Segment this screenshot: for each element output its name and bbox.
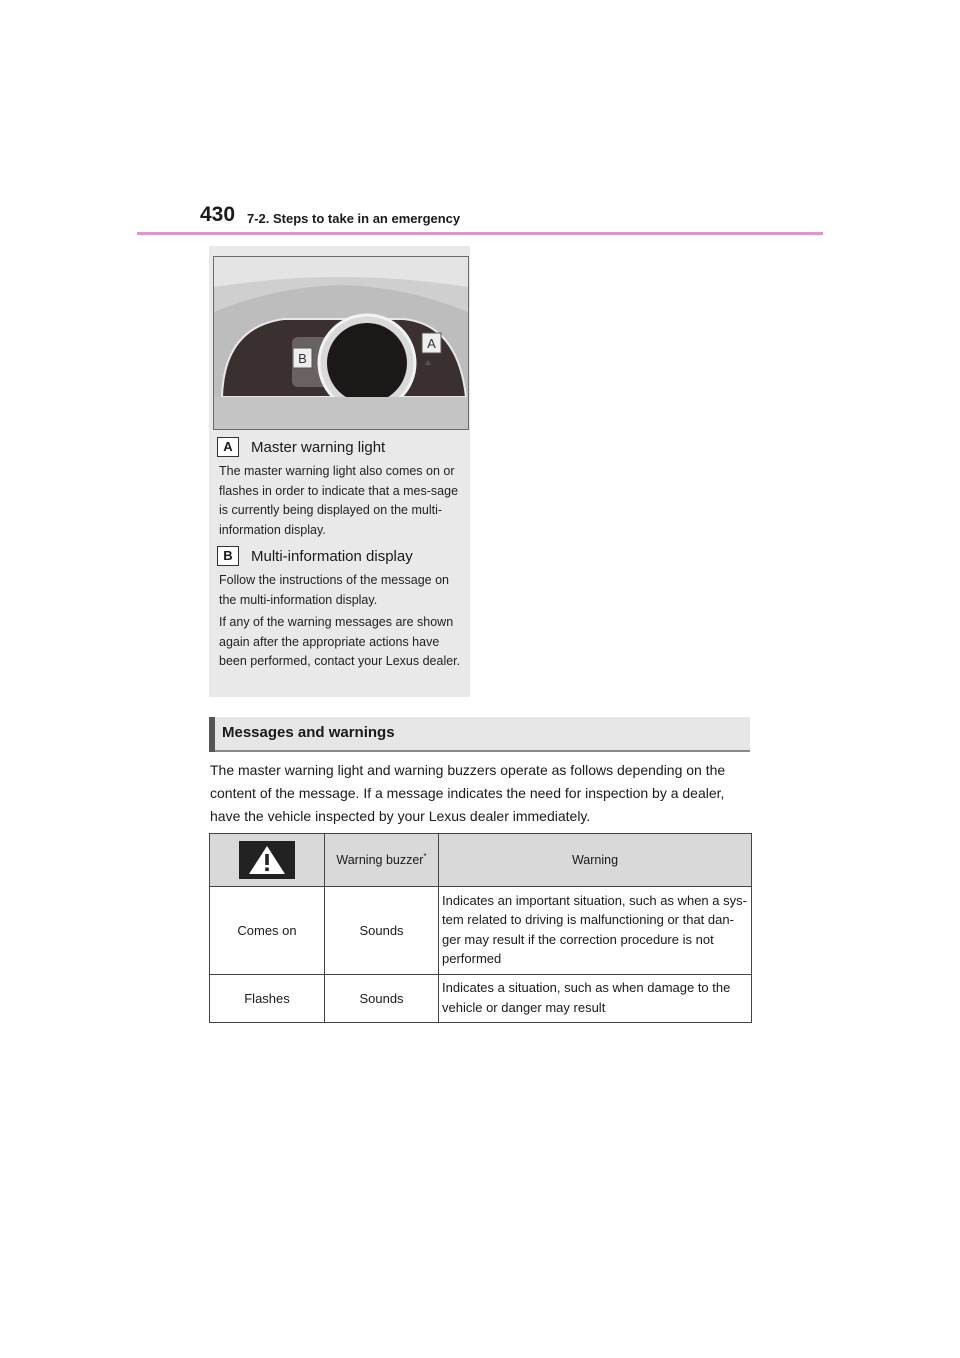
messages-heading-text: Messages and warnings <box>222 724 395 741</box>
info-panel <box>209 246 470 697</box>
callout-title-multi-information-display: Multi-information display <box>251 547 413 565</box>
callout-text-contact-dealer: If any of the warning messages are shown again after the appropriate actions have been performed, contact your Lexus dealer. <box>219 615 461 668</box>
instrument-cluster-figure <box>213 256 469 430</box>
header-buzzer-footnote-mark: * <box>423 852 427 862</box>
table-row <box>210 887 752 975</box>
callout-text-master-warning-light: The master warning light also comes on or flashes in order to indicate that a mes-sage is currently being displayed on the multi-information display. <box>219 464 459 537</box>
messages-intro: The master warning light and warning buzzers operate as follows depending on the content of the message. If a message indicates the need for inspection by a dealer, have the vehicle inspected by your Lexus dealer immediately. <box>210 762 726 824</box>
messages-heading <box>209 717 750 752</box>
header-warning-buzzer <box>325 834 439 887</box>
callout-badge-b: B <box>217 546 239 566</box>
table-header-row <box>210 834 752 887</box>
row-warning-description: Indicates an important situation, such as when a sys-tem related to driving is malfunctioning or that dan-ger may result if the correction procedure is not performed <box>439 887 752 975</box>
callout-text-follow-instructions: Follow the instructions of the message on the multi-information display. <box>219 573 449 607</box>
header-icon-cell <box>210 834 325 887</box>
instrument-cluster-illustration <box>214 257 468 429</box>
header-warning-label: Warning <box>571 853 619 867</box>
warning-triangle-icon <box>239 841 295 879</box>
header-warning <box>439 834 752 887</box>
callout-a <box>217 437 385 457</box>
row-buzzer-state: Sounds <box>325 975 439 1023</box>
row-buzzer-state: Sounds <box>325 887 439 975</box>
warning-table <box>209 833 752 1023</box>
section-title: 7-2. Steps to take in an emergency <box>247 211 461 226</box>
row-warning-description: Indicates a situation, such as when damage to the vehicle or danger may result <box>439 975 752 1023</box>
row-light-state: Comes on <box>210 887 325 975</box>
header-rule <box>137 232 823 235</box>
header-warning-buzzer-label: Warning buzzer <box>336 853 424 868</box>
table-row <box>210 975 752 1023</box>
figure-label-a: A <box>427 336 436 351</box>
page-number: 430 <box>200 203 236 226</box>
callout-b <box>217 546 413 566</box>
callout-badge-a: A <box>217 437 239 457</box>
heading-accent-bar <box>209 717 215 752</box>
row-light-state: Flashes <box>210 975 325 1023</box>
figure-label-b: B <box>298 351 307 366</box>
callout-title-master-warning-light: Master warning light <box>251 438 386 456</box>
